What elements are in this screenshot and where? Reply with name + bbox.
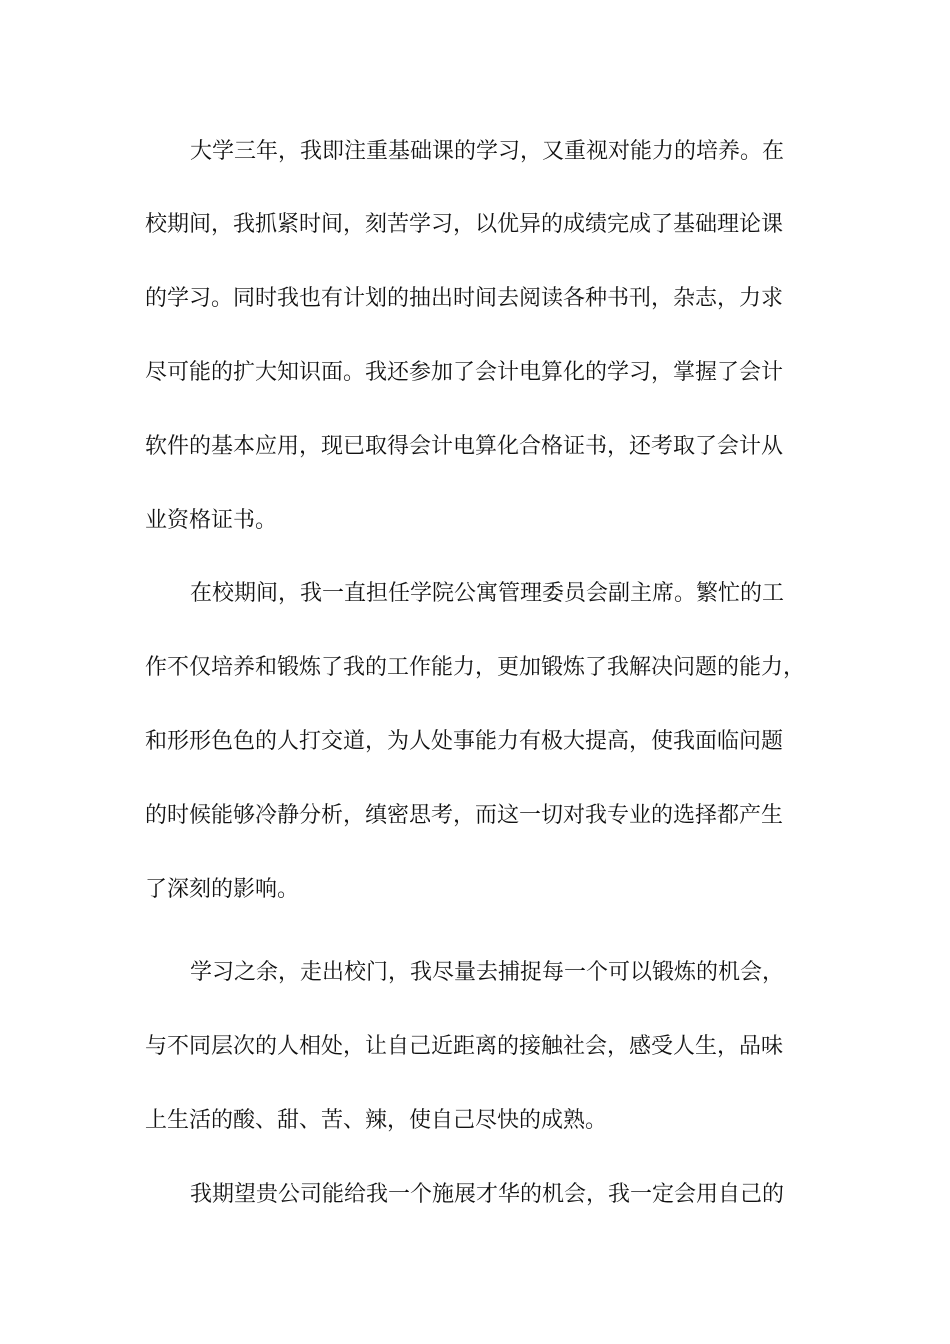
paragraph-3-line-1: 学习之余，走出校门，我尽量去捕捉每一个可以锻炼的机会， [190, 960, 785, 985]
paragraph-1-line-2: 校期间，我抓紧时间，刻苦学习，以优异的成绩完成了基础理论课 [145, 212, 784, 237]
paragraph-1-line-6: 业资格证书。 [145, 508, 278, 533]
paragraph-4-line-1: 我期望贵公司能给我一个施展才华的机会，我一定会用自己的 [190, 1182, 785, 1207]
paragraph-2-line-5: 了深刻的影响。 [145, 877, 300, 902]
paragraph-1-line-5: 软件的基本应用，现已取得会计电算化合格证书，还考取了会计从 [145, 434, 784, 459]
paragraph-1-line-1: 大学三年，我即注重基础课的学习，又重视对能力的培养。在 [190, 139, 785, 164]
paragraph-2-line-4: 的时候能够冷静分析，缜密思考，而这一切对我专业的选择都产生 [145, 803, 784, 828]
paragraph-1-line-4: 尽可能的扩大知识面。我还参加了会计电算化的学习，掌握了会计 [145, 360, 784, 385]
paragraph-2-line-3: 和形形色色的人打交道，为人处事能力有极大提高，使我面临问题 [145, 729, 784, 754]
paragraph-1-line-3: 的学习。同时我也有计划的抽出时间去阅读各种书刊，杂志，力求 [145, 286, 784, 311]
paragraph-3-line-2: 与不同层次的人相处，让自己近距离的接触社会，感受人生，品味 [145, 1034, 784, 1059]
paragraph-2-line-1: 在校期间，我一直担任学院公寓管理委员会副主席。繁忙的工 [190, 581, 785, 606]
paragraph-2-line-2: 作不仅培养和锻炼了我的工作能力，更加锻炼了我解决问题的能力， [145, 655, 806, 680]
paragraph-3-line-3: 上生活的酸、甜、苦、辣，使自己尽快的成熟。 [145, 1108, 608, 1133]
